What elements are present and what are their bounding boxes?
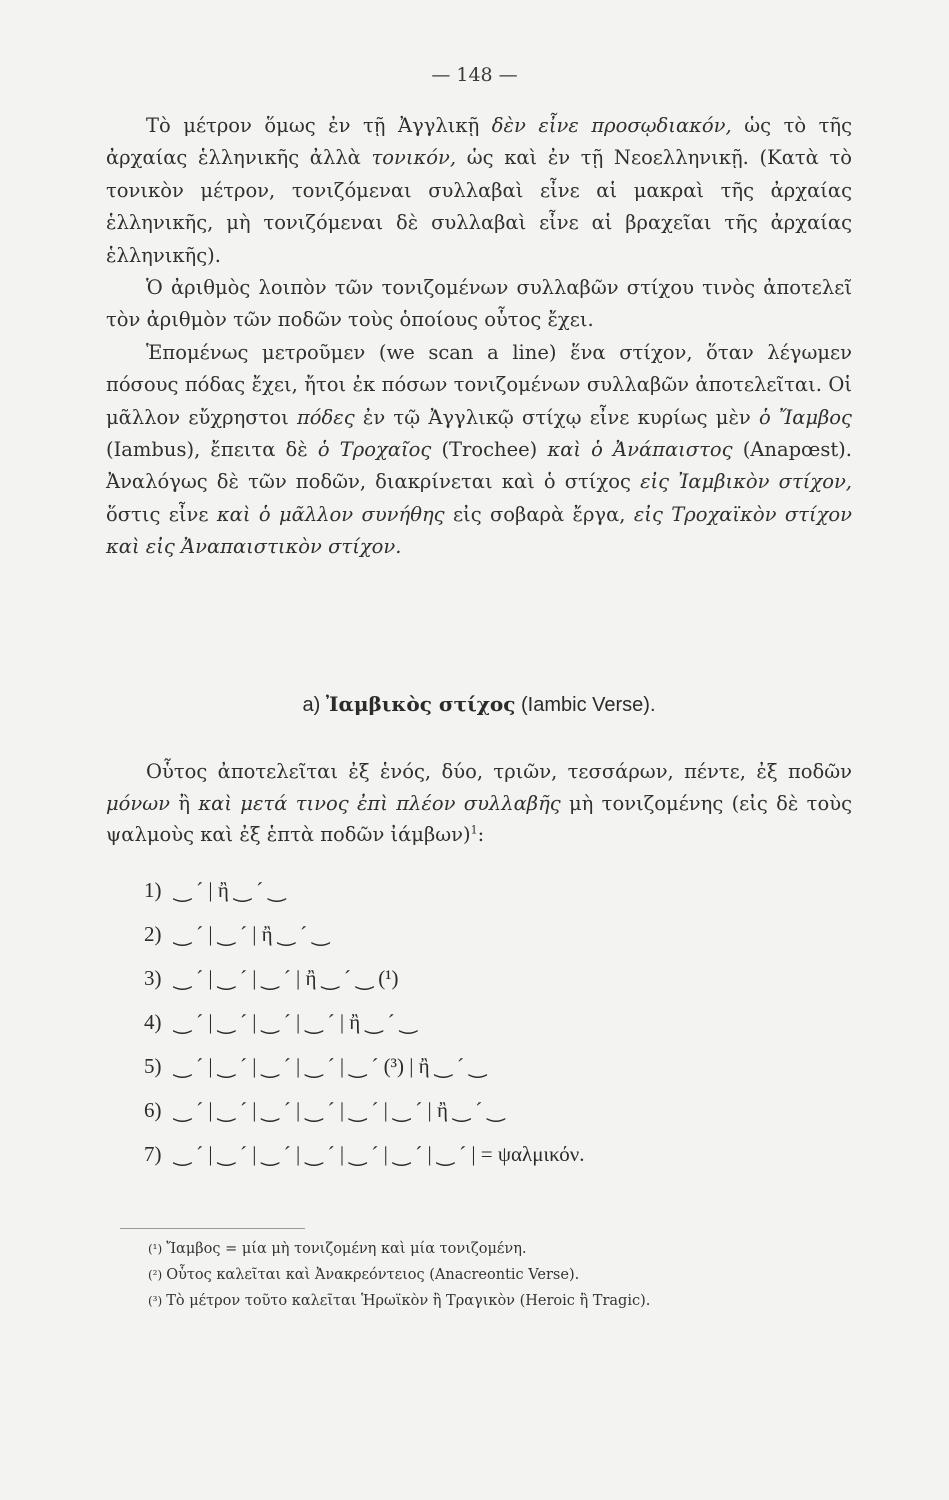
text-run: ὡς καὶ ἐν τῇ Νεοελληνικῇ. (Κατὰ τὸ τονικὸν μέτρον, τονιζόμεναι συλλαβαὶ εἶνε αἱ μακραὶ τῆς ἀρχαίας ἑλληνικῆς, μὴ τονιζόμεναι δὲ συλλαβαὶ εἶνε αἱ βραχεῖαι τῆς ἀρχαίας ἑλληνικῆς). <box>106 146 852 267</box>
scheme-pattern: ‿ ´ | ‿ ´ | ‿ ´ | ‿ ´ | ‿ ´ | ‿ ´ | ‿ ´ | = ψαλμικόν. <box>174 1142 585 1166</box>
emphasis-run: ὁ Ἴαμβος <box>759 405 852 429</box>
footnotes <box>148 1236 848 1314</box>
footnote <box>148 1288 848 1314</box>
scheme-line <box>144 1098 844 1142</box>
emphasis-run: εἰς Ἰαμβικὸν στίχον, <box>640 470 852 494</box>
scheme-line <box>144 878 844 922</box>
scheme-line <box>144 1054 844 1098</box>
scheme-pattern: ‿ ´ | ‿ ´ | ‿ ´ | ἢ ‿ ´ ‿ (¹) <box>174 966 399 990</box>
metrical-schemes <box>144 878 844 1186</box>
scheme-line <box>144 966 844 1010</box>
scheme-number: 4) <box>144 1010 162 1034</box>
text-run: Τὸ μέτρον ὅμως ἐν τῇ Ἀγγλικῇ <box>146 114 492 137</box>
page-number: — 148 — <box>431 64 518 86</box>
scheme-pattern: ‿ ´ | ‿ ´ | ‿ ´ | ‿ ´ | ‿ ´ | ‿ ´ | ἢ ‿ ´ ‿ <box>174 1098 505 1122</box>
footnote-text: Οὗτος καλεῖται καὶ Ἀνακρεόντειος (Anacreontic Verse). <box>166 1267 580 1283</box>
text-run: (Anapœst). Ἀναλόγως δὲ τῶν ποδῶν, διακρίνεται καὶ ὁ στίχος <box>106 438 852 494</box>
emphasis-run: μόνων <box>106 791 171 815</box>
paragraph-meter <box>106 110 852 272</box>
text-run: Ἑπομένως μετροῦμεν (we scan a line) ἕνα στίχον, ὅταν λέγωμεν πόσους πόδας ἔχει, ἤτοι ἐκ πόσων τονιζομένων συλλαβῶν ἀποτελεῖται. Οἱ μᾶλλον εὔχρηστοι <box>106 340 852 429</box>
footnote-mark: (²) <box>148 1268 163 1282</box>
emphasis-run: ὁ Τροχαῖος <box>317 438 432 462</box>
emphasis-run: καὶ ὁ μᾶλλον συνήθης <box>216 502 445 526</box>
footnote-divider <box>120 1228 305 1229</box>
emphasis-run: καὶ μετά τινος ἐπὶ πλέον συλλαβῆς <box>198 791 561 815</box>
body-text <box>106 110 852 564</box>
footnote <box>148 1262 848 1288</box>
scheme-pattern: ‿ ´ | ‿ ´ | ‿ ´ | ‿ ´ | ἢ ‿ ´ ‿ <box>174 1010 417 1034</box>
scheme-pattern: ‿ ´ | ‿ ´ | ἢ ‿ ´ ‿ <box>174 922 330 946</box>
heading-prefix: a) <box>302 694 321 716</box>
text-run: ὅστις εἶνε <box>106 502 217 526</box>
scheme-pattern: ‿ ´ | ἢ ‿ ´ ‿ <box>174 878 286 902</box>
text-run: εἰς σοβαρὰ ἔργα, <box>444 502 634 526</box>
footnote-ref: 1 <box>470 823 478 837</box>
heading-english: (Iambic Verse). <box>521 694 656 716</box>
scheme-line <box>144 1010 844 1054</box>
paragraph-scanning <box>106 337 852 564</box>
text-run: (Trochee) <box>431 438 548 462</box>
emphasis-run: καὶ ὁ Ἀνάπαιστος <box>547 438 733 462</box>
scheme-number: 3) <box>144 966 162 990</box>
paragraph-iambic-intro <box>106 756 852 851</box>
scheme-number: 5) <box>144 1054 162 1078</box>
text-run: ἐν τῷ Ἀγγλικῷ στίχῳ εἶνε κυρίως μὲν <box>354 405 759 429</box>
scheme-pattern: ‿ ´ | ‿ ´ | ‿ ´ | ‿ ´ | ‿ ´ (³) | ἢ ‿ ´ ‿ <box>174 1054 487 1078</box>
footnote-mark: (³) <box>148 1294 163 1308</box>
text-run: (Iambus), ἔπειτα δὲ <box>106 438 318 462</box>
section-heading <box>106 692 852 717</box>
emphasis-run: δὲν εἶνε προσῳδιακόν, <box>491 114 732 137</box>
scheme-line <box>144 1142 844 1186</box>
footnote-mark: (¹) <box>148 1242 163 1256</box>
footnote <box>148 1236 848 1262</box>
scheme-number: 2) <box>144 922 162 946</box>
text-run: ἢ <box>170 791 199 815</box>
footnote-text: Ἴαμβος = μία μὴ τονιζομένη καὶ μία τονιζομένη. <box>166 1241 527 1257</box>
text-run: ὡς τὸ τῆς ἀρχαίας ἑλληνικῆς ἀλλὰ <box>106 114 853 170</box>
text-run: μὴ τονιζομένης (εἰς δὲ τοὺς ψαλμοὺς καὶ ἐξ ἑπτὰ ποδῶν ἰάμβων) <box>106 791 852 846</box>
text-run: Οὗτος ἀποτελεῖται ἐξ ἑνός, δύο, τριῶν, τεσσάρων, πέντε, ἐξ ποδῶν <box>146 760 852 783</box>
scheme-number: 1) <box>144 878 162 902</box>
scheme-number: 7) <box>144 1142 162 1166</box>
scheme-number: 6) <box>144 1098 162 1122</box>
paragraph-feet-count: Ὁ ἀριθμὸς λοιπὸν τῶν τονιζομένων συλλαβῶν στίχου τινὸς ἀποτελεῖ τὸν ἀριθμὸν τῶν ποδῶν τοὺς ὁποίους οὗτος ἔχει. <box>106 276 852 332</box>
emphasis-run: πόδες <box>296 405 355 429</box>
emphasis-run: εἰς Τροχαϊκὸν στίχον καὶ εἰς Ἀναπαιστικὸν στίχον. <box>106 502 852 559</box>
footnote-text: Τὸ μέτρον τοῦτο καλεῖται Ἡρωϊκὸν ἢ Τραγικὸν (Heroic ἢ Tragic). <box>166 1293 651 1309</box>
intro-text <box>106 756 852 851</box>
heading-greek: Ἰαμβικὸς στίχος <box>325 692 516 716</box>
scheme-line <box>144 922 844 966</box>
text-run: : <box>477 823 485 846</box>
emphasis-run: τονικόν, <box>371 146 457 170</box>
